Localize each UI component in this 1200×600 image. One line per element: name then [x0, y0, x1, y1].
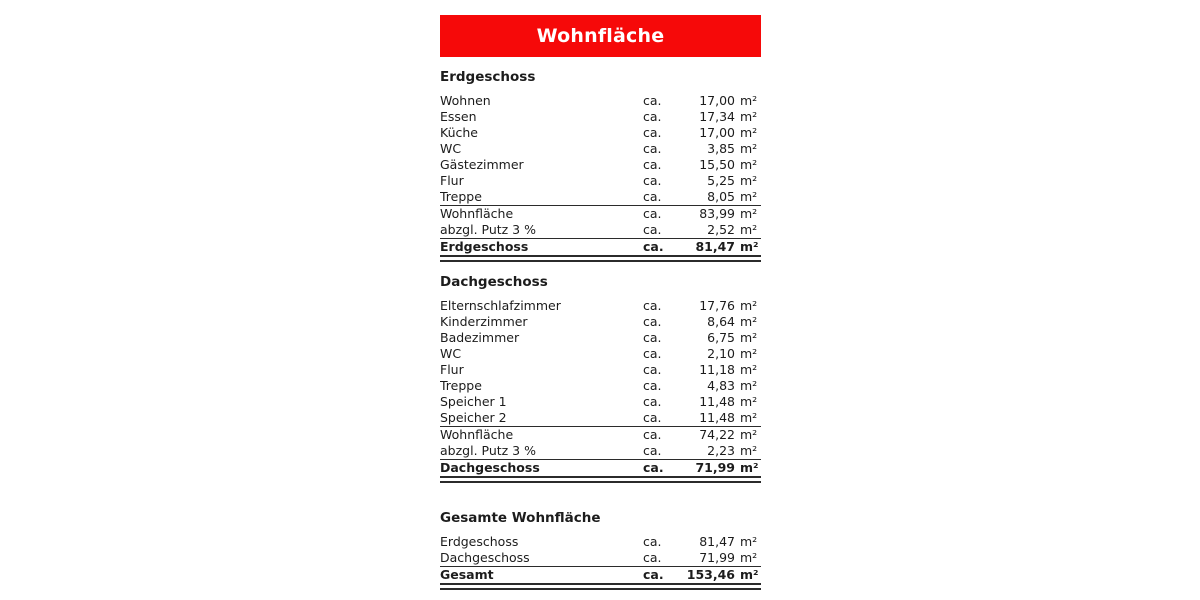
row-unit: m²: [740, 173, 758, 188]
row-value: 83,99: [699, 206, 735, 221]
table-row: [440, 141, 761, 157]
row-ca-label: ca.: [643, 330, 662, 345]
area-table-dachgeschoss: [440, 298, 761, 483]
table-row: [440, 534, 761, 550]
row-ca-label: ca.: [643, 567, 664, 582]
row-unit: m²: [740, 394, 758, 409]
row-ca-label: ca.: [643, 314, 662, 329]
area-table-gesamt: [440, 534, 761, 590]
row-unit: m²: [740, 346, 758, 361]
row-value: 8,64: [707, 314, 735, 329]
row-ca-label: ca.: [643, 346, 662, 361]
row-label: abzgl. Putz 3 %: [440, 443, 536, 458]
row-label: Flur: [440, 173, 464, 188]
row-value: 6,75: [707, 330, 735, 345]
row-label: Treppe: [440, 378, 482, 393]
row-value: 2,10: [707, 346, 735, 361]
row-unit: m²: [740, 157, 758, 172]
table-row: [440, 206, 761, 222]
row-ca-label: ca.: [643, 427, 662, 442]
table-row: [440, 378, 761, 394]
row-value: 2,23: [707, 443, 735, 458]
row-ca-label: ca.: [643, 550, 662, 565]
row-value: 74,22: [699, 427, 735, 442]
table-row: [440, 222, 761, 239]
row-label: Gesamt: [440, 567, 494, 582]
row-value: 11,18: [699, 362, 735, 377]
table-row: [440, 239, 761, 262]
row-label: Treppe: [440, 189, 482, 204]
row-value: 71,99: [699, 550, 735, 565]
table-row: [440, 93, 761, 109]
row-ca-label: ca.: [643, 410, 662, 425]
row-label: Elternschlafzimmer: [440, 298, 561, 313]
table-row: [440, 125, 761, 141]
row-value: 15,50: [699, 157, 735, 172]
row-unit: m²: [740, 410, 758, 425]
row-ca-label: ca.: [643, 125, 662, 140]
row-label: WC: [440, 141, 462, 156]
row-label: Dachgeschoss: [440, 550, 530, 565]
area-table-erdgeschoss: [440, 93, 761, 262]
table-row: [440, 173, 761, 189]
row-unit: m²: [740, 314, 758, 329]
row-value: 17,34: [699, 109, 735, 124]
row-label: Dachgeschoss: [440, 460, 540, 475]
table-row: [440, 189, 761, 206]
table-row: [440, 567, 761, 590]
row-value: 5,25: [707, 173, 735, 188]
row-unit: m²: [740, 125, 758, 140]
row-unit: m²: [740, 298, 758, 313]
row-unit: m²: [740, 567, 759, 582]
row-unit: m²: [740, 239, 759, 254]
row-unit: m²: [740, 460, 759, 475]
row-unit: m²: [740, 362, 758, 377]
row-unit: m²: [740, 206, 758, 221]
row-value: 17,00: [699, 125, 735, 140]
table-row: [440, 410, 761, 427]
row-label: Erdgeschoss: [440, 534, 519, 549]
row-ca-label: ca.: [643, 378, 662, 393]
row-label: Wohnen: [440, 93, 491, 108]
row-ca-label: ca.: [643, 206, 662, 221]
row-label: Kinderzimmer: [440, 314, 528, 329]
row-value: 11,48: [699, 410, 735, 425]
row-unit: m²: [740, 222, 758, 237]
row-ca-label: ca.: [643, 394, 662, 409]
row-ca-label: ca.: [643, 239, 664, 254]
table-row: [440, 460, 761, 483]
row-label: Küche: [440, 125, 478, 140]
row-ca-label: ca.: [643, 189, 662, 204]
section-gesamte-wohnflaeche: [440, 510, 761, 590]
row-label: Wohnfläche: [440, 206, 514, 221]
row-value: 153,46: [686, 567, 735, 582]
table-row: [440, 443, 761, 460]
row-label: Speicher 2: [440, 410, 507, 425]
row-ca-label: ca.: [643, 173, 662, 188]
row-unit: m²: [740, 330, 758, 345]
row-unit: m²: [740, 534, 758, 549]
row-value: 11,48: [699, 394, 735, 409]
table-row: [440, 362, 761, 378]
row-ca-label: ca.: [643, 157, 662, 172]
table-row: [440, 427, 761, 443]
row-value: 81,47: [695, 239, 735, 254]
row-value: 17,00: [699, 93, 735, 108]
row-unit: m²: [740, 550, 758, 565]
row-ca-label: ca.: [643, 298, 662, 313]
section-dachgeschoss: [440, 274, 761, 483]
row-value: 17,76: [699, 298, 735, 313]
row-ca-label: ca.: [643, 534, 662, 549]
table-row: [440, 550, 761, 567]
row-label: Flur: [440, 362, 464, 377]
row-unit: m²: [740, 378, 758, 393]
wohnflaeche-document: [440, 15, 761, 590]
table-row: [440, 109, 761, 125]
table-row: [440, 394, 761, 410]
row-unit: m²: [740, 141, 758, 156]
row-ca-label: ca.: [643, 222, 662, 237]
table-row: [440, 346, 761, 362]
row-value: 3,85: [707, 141, 735, 156]
row-value: 4,83: [707, 378, 735, 393]
row-label: Essen: [440, 109, 477, 124]
table-row: [440, 330, 761, 346]
row-label: Gästezimmer: [440, 157, 524, 172]
section-erdgeschoss: [440, 69, 761, 262]
row-ca-label: ca.: [643, 443, 662, 458]
table-row: [440, 157, 761, 173]
title-banner: [440, 15, 761, 57]
page-title: Wohnfläche: [536, 25, 665, 47]
row-label: Speicher 1: [440, 394, 507, 409]
row-label: Wohnfläche: [440, 427, 514, 442]
row-value: 81,47: [699, 534, 735, 549]
row-ca-label: ca.: [643, 460, 664, 475]
row-label: Erdgeschoss: [440, 239, 529, 254]
row-label: Badezimmer: [440, 330, 520, 345]
row-value: 8,05: [707, 189, 735, 204]
row-value: 2,52: [707, 222, 735, 237]
row-unit: m²: [740, 443, 758, 458]
row-unit: m²: [740, 109, 758, 124]
row-unit: m²: [740, 93, 758, 108]
row-ca-label: ca.: [643, 362, 662, 377]
row-ca-label: ca.: [643, 93, 662, 108]
row-value: 71,99: [695, 460, 735, 475]
table-row: [440, 314, 761, 330]
row-unit: m²: [740, 189, 758, 204]
section-heading-erdgeschoss: Erdgeschoss: [440, 69, 536, 85]
row-unit: m²: [740, 427, 758, 442]
row-label: WC: [440, 346, 462, 361]
row-ca-label: ca.: [643, 109, 662, 124]
row-label: abzgl. Putz 3 %: [440, 222, 536, 237]
section-heading-dachgeschoss: Dachgeschoss: [440, 274, 548, 290]
row-ca-label: ca.: [643, 141, 662, 156]
section-heading-gesamte-wohnflaeche: Gesamte Wohnfläche: [440, 510, 601, 526]
table-row: [440, 298, 761, 314]
